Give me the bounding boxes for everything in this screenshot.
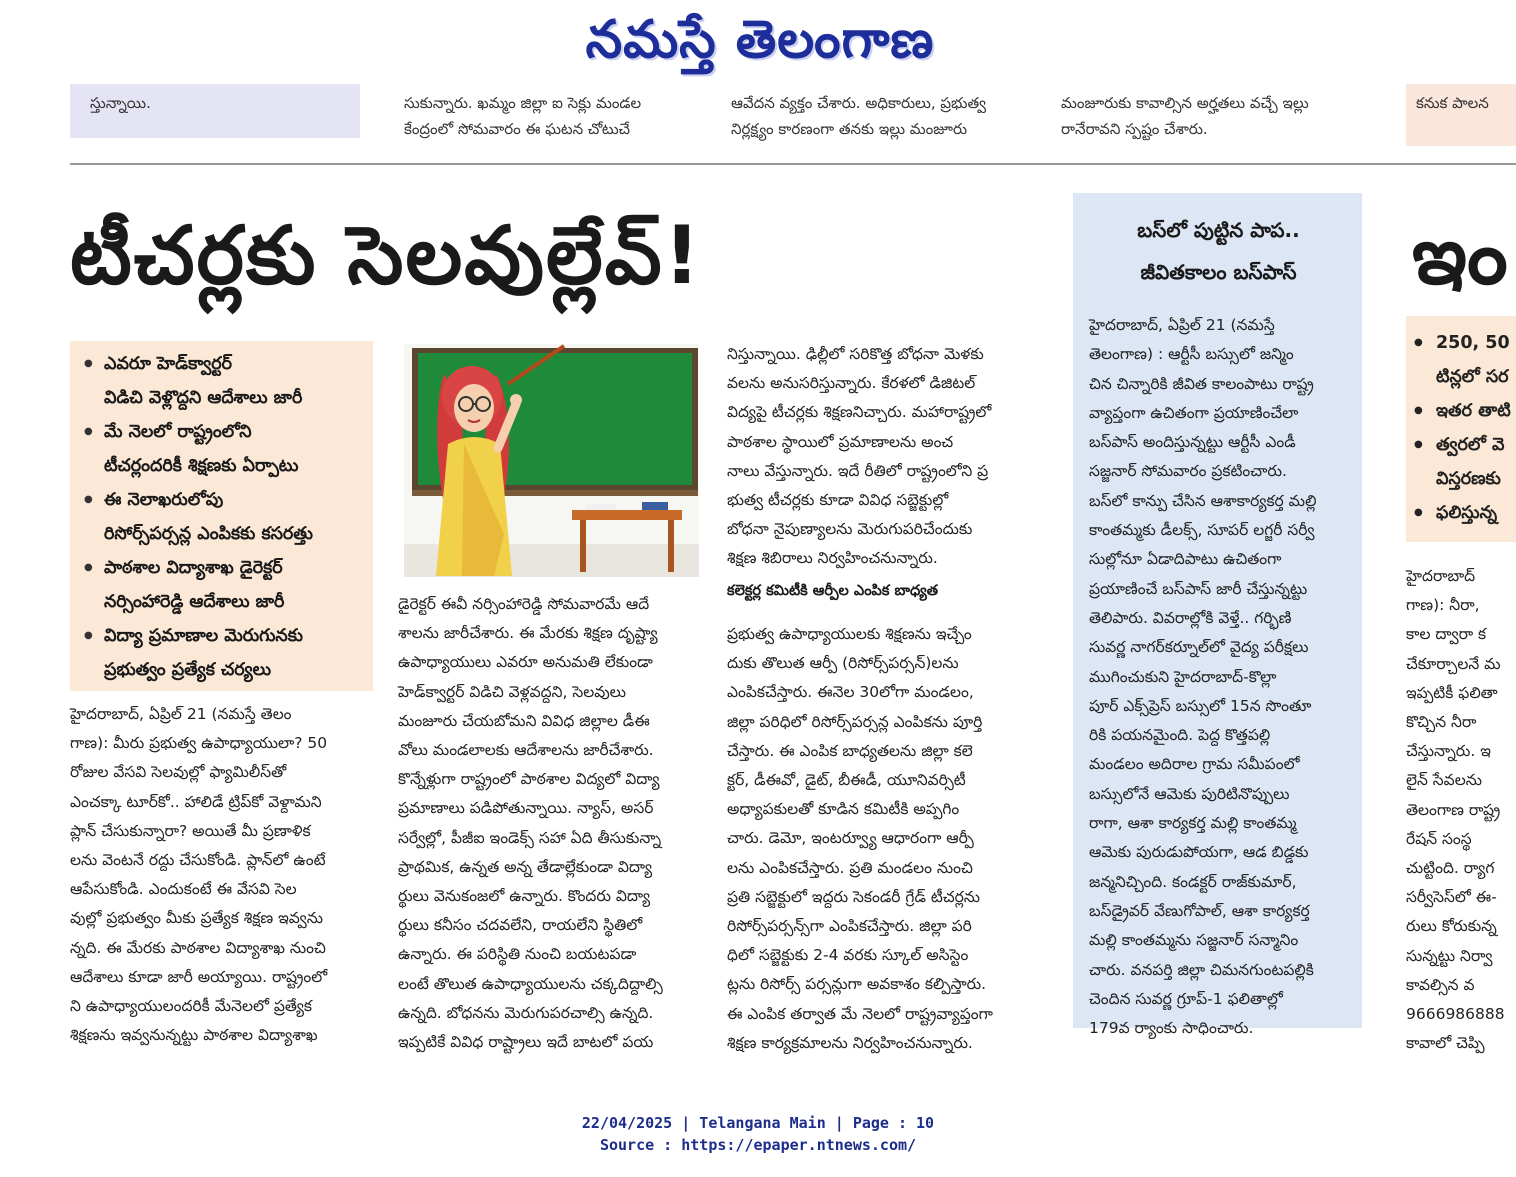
text-line: లను ఎంపికచేస్తారు. ప్రతి మండలం నుంచి <box>727 858 973 877</box>
text-line: హైదరాబాద్ <box>1406 567 1476 585</box>
right-highlight-line: ● ఫలిస్తున్న <box>1414 496 1516 530</box>
text-line: ర్థులు వెనుకంజలో ఉన్నారు. కొందరు విద్యా <box>398 887 651 906</box>
text-line: మంజూరుకు కావాల్సిన అర్హతలు వచ్చే ఇల్లు <box>1061 94 1309 112</box>
text-line: రేషన్ సంస్థ <box>1406 829 1472 848</box>
text-line: తెలంగాణ) : ఆర్టీసీ బస్సులో జన్మిం <box>1089 345 1294 364</box>
text-line: బస్‌డ్రైవర్ వేణుగోపాల్, ఆశా కార్యకర్త <box>1089 901 1310 920</box>
text-line: తెలంగాణ రాష్ట్ర <box>1406 800 1501 819</box>
text-line: కొచ్చిన నీరా <box>1406 713 1477 732</box>
text-line: డైరెక్టర్ ఈవీ నర్సింహారెడ్డి సోమవారమే ఆదే <box>398 595 650 613</box>
text-line: జిల్లా పరిధిలో రిసోర్స్‌పర్సన్ల ఎంపికను పూర్తి <box>727 712 983 731</box>
right-highlight-line: ● 250, 50 <box>1414 326 1516 360</box>
text-line: ఆమెకు పురుడుపోయగా, ఆడ బిడ్డకు <box>1089 843 1309 862</box>
text-line: ఉన్నారు. ఈ పరిస్థితి నుంచి బయటపడా <box>398 945 637 964</box>
text-line: ఉన్నది. బోధనను మెరుగుపరచాల్సి ఉన్నది. <box>398 1003 654 1022</box>
text-line: శాలను జారీచేశారు. ఈ మేరకు శిక్షణ దృష్ట్యా <box>398 624 658 643</box>
highlight-item <box>84 415 367 483</box>
right-article-body <box>1406 562 1516 1053</box>
text-line: ఆవేదన వ్యక్తం చేశారు. అధికారులు, ప్రభుత్వ <box>731 94 986 112</box>
footer-date-edition-page: 22/04/2025 | Telangana Main | Page : 10 <box>581 1114 935 1132</box>
text-line: సర్వీసెస్‌లో ఈ- <box>1406 888 1497 907</box>
top-strip-col1 <box>90 90 350 116</box>
text-line: ర్థులు కనీసం చదవలేని, రాయలేని స్థితిలో <box>398 916 643 935</box>
right-article-highlights <box>1406 316 1516 542</box>
text-line: శిక్షణ శిబిరాలు నిర్వహించనున్నారు. <box>727 549 938 568</box>
text-line: చిన చిన్నారికి జీవిత కాలంపాటు రాష్ట్ర <box>1089 374 1314 393</box>
text-line: చేస్తారు. ఈ ఎంపిక బాధ్యతలను జిల్లా కలె <box>727 741 973 760</box>
text-line: సుకున్నారు. ఖమ్మం జిల్లా ఐ సెక్లు మండల <box>404 94 642 112</box>
highlight-item <box>84 347 367 415</box>
right-highlight-line: ● త్వరలో వె <box>1414 428 1516 462</box>
right-highlight-line: ● ఇతర తాటి <box>1414 394 1516 428</box>
text-line: చుట్టింది. ర్యాగ <box>1406 859 1495 878</box>
text-line: ప్రమాణాలు పడిపోతున్నాయి. న్యాస్, అసర్ <box>398 799 654 818</box>
text-line: కావాలో చెప్పి <box>1406 1034 1485 1053</box>
highlight-line: ● ఈ నెలాఖరులోపు <box>104 490 224 510</box>
page-footer <box>0 1112 1516 1156</box>
text-line: జన్మనిచ్చింది. కండక్టర్ రాజ్‌కుమార్, <box>1089 872 1297 891</box>
text-line: లంటే తొలుత ఉపాధ్యాయులను చక్కదిద్దాల్సి <box>398 974 663 993</box>
text-line: రికి పయనమైంది. పెద్ద కొత్తపల్లి <box>1089 726 1271 745</box>
text-line: బోధనా నైపుణ్యాలను మెరుగుపరిచేందుకు <box>727 520 973 539</box>
text-line: పూర్ ఎక్స్‌ప్రెస్ బస్సులో 15న సొంతూ <box>1089 696 1312 715</box>
text-line: ఆదేశాలు కూడా జారీ అయ్యాయి. రాష్ట్రంలో <box>70 967 328 986</box>
text-line: తెలిపారు. వివరాల్లోకి వెళ్తే.. గర్భిణి <box>1089 608 1292 627</box>
text-line: న్నది. ఈ మేరకు పాఠశాల విద్యాశాఖ నుంచి <box>70 938 326 957</box>
article-column-2 <box>398 590 703 1057</box>
text-line: ఆపేసుకోండి. ఎందుకంటే ఈ వేసవి సెల <box>70 880 297 899</box>
highlight-line: ● పాఠశాల విద్యాశాఖ డైరెక్టర్ <box>104 558 283 578</box>
text-line: అధ్యాపకులతో కూడిన కమిటీకి అప్పగిం <box>727 800 960 819</box>
text-line: రులు కోరుకున్న <box>1406 917 1497 936</box>
text-line: ధిలో సబ్జెక్టుకు 2-4 వరకు స్కూల్ అసిస్టెం <box>727 946 969 965</box>
text-line: నిస్తున్నాయి. ఢిల్లీలో సరికొత్త బోధనా మెళకు <box>727 345 984 363</box>
sidebar-title-line1: బస్‌లో పుట్టిన పాప.. <box>1137 218 1300 242</box>
text-line: బస్‌లో కాన్పు చేసిన ఆశాకార్యకర్త మల్లి <box>1089 491 1317 510</box>
text-line: లైన్ సేవలను <box>1406 771 1482 790</box>
top-strip-col4 <box>1061 90 1361 142</box>
sidebar-title-line2: జీవితకాలం బస్‌పాస్ <box>1140 260 1297 284</box>
text-line: సర్వేల్లో, పీజీఐ ఇండెక్స్ సహా ఏది తీసుకున్నా <box>398 828 662 847</box>
article-column-3-part-a <box>727 340 1032 574</box>
highlight-line: ● విద్యా ప్రమాణాల మెరుగునకు <box>104 626 303 646</box>
highlight-line: ● మే నెలలో రాష్ట్రంలోని <box>104 422 252 442</box>
text-line: రోజుల వేసవి సెలవుల్లో ఫ్యామిలీస్‌తో <box>70 763 287 782</box>
text-line: రానేరావని స్పష్టం చేశారు. <box>1061 120 1208 138</box>
text-line: మంజూరు చేయబోమని వివిధ జిల్లాల డీఈ <box>398 711 650 730</box>
text-line: ని ఉపాధ్యాయులందరికీ మేనెలలో ప్రత్యేక <box>70 997 313 1016</box>
right-highlight-line: విస్తరణకు <box>1436 469 1501 489</box>
text-line: ఎంపికచేస్తారు. ఈనెల 30లోగా మండలం, <box>727 683 974 702</box>
text-line: వోలు మండలాలకు ఆదేశాలను జారీచేశారు. <box>398 741 654 760</box>
article-highlights-box <box>70 341 373 691</box>
text-line: ఈ ఎంపిక తర్వాత మే నెలలో రాష్ట్రవ్యాప్తంగా <box>727 1004 993 1023</box>
text-line: ముగించుకుని హైదరాబాద్-కొల్లా <box>1089 667 1277 686</box>
highlight-line: ● ఎవరూ హెడ్‌క్వార్టర్ <box>104 354 233 374</box>
text-line: వ్యాప్తంగా ఉచితంగా ప్రయాణించేలా <box>1089 403 1299 422</box>
text-line: భుత్వ టీచర్లకు కూడా వివిధ సబ్జెక్టుల్లో <box>727 491 949 510</box>
text-line: కేంద్రంలో సోమవారం ఈ ఘటన చోటుచే <box>404 120 631 138</box>
text-line: స్తున్నాయి. <box>90 94 151 112</box>
sidebar-story-box <box>1073 193 1362 1038</box>
text-line: సజ్జనార్ సోమవారం ప్రకటించారు. <box>1089 462 1287 481</box>
text-line: శిక్షణ కార్యక్రమాలను నిర్వహించనున్నారు. <box>727 1033 973 1052</box>
text-line: చారు. డెమో, ఇంటర్వ్యూ ఆధారంగా ఆర్పీ <box>727 829 974 848</box>
text-line: గాణ): నీరా, <box>1406 596 1480 615</box>
text-line: మల్లి కాంతమ్మను సజ్జనార్ సన్మానిం <box>1089 931 1299 950</box>
text-line: వలను అనుసరిస్తున్నారు. కేరళలో డిజిటల్ <box>727 374 976 393</box>
text-line: చేస్తున్నారు. ఇ <box>1406 742 1491 761</box>
text-line: రిసోర్స్‌పర్సన్స్‌గా ఎంపికచేస్తారు. జిల్లా పరి <box>727 917 972 936</box>
article-column-1 <box>70 700 373 1050</box>
text-line: సుల్లోనూ ఏడాదిపాటు ఉచితంగా <box>1089 550 1282 569</box>
right-article-headline: ఇం <box>1412 209 1508 302</box>
teacher-illustration <box>404 344 699 577</box>
text-line: నిర్లక్ష్యం కారణంగా తనకు ఇల్లు మంజూరు <box>731 120 968 138</box>
article-subheading: కలెక్టర్ల కమిటీకి ఆర్పీల ఎంపిక బాధ్యత <box>727 583 939 599</box>
text-line: రాగా, ఆశా కార్యకర్త మల్లి కాంతమ్మ <box>1089 814 1297 833</box>
text-line: కాంతమ్మకు డీలక్స్, సూపర్ లగ్జరీ సర్వీ <box>1089 521 1315 540</box>
text-line: బస్సులోనే ఆమెకు పురిటినొప్పులు <box>1089 784 1290 803</box>
newspaper-masthead: నమస్తే తెలంగాణ <box>585 9 935 70</box>
text-line: చేకూర్చాలనే మ <box>1406 654 1501 673</box>
text-line: హైదరాబాద్, ఏప్రిల్ 21 (నమస్తే <box>1089 316 1275 334</box>
article-headline: టీచర్లకు సెలవుల్లేవ్! <box>70 209 703 302</box>
text-line: కనుక పాలన <box>1416 94 1489 112</box>
highlight-item <box>84 619 367 687</box>
text-line: ట్లను రిసోర్స్ పర్సన్లుగా అవకాశం కల్పిస్తారు. <box>727 975 987 994</box>
highlight-line: టీచర్లందరికీ శిక్షణకు ఏర్పాటు <box>104 456 299 476</box>
text-line: సువర్ణ నాగర్‌కర్నూల్‌లో వైద్య పరీక్షలు <box>1089 638 1309 657</box>
text-line: గాణ): మీరు ప్రభుత్వ ఉపాధ్యాయులా? 50 <box>70 734 328 753</box>
text-line: నాలు వేస్తున్నారు. ఇదే రీతిలో రాష్ట్రంలోని ప్ర <box>727 461 989 480</box>
text-line: ప్రభుత్వ ఉపాధ్యాయులకు శిక్షణను ఇచ్చేం <box>727 625 972 643</box>
text-line: చెందిన సువర్ణ గ్రూప్-1 ఫలితాల్లో <box>1089 989 1283 1008</box>
text-line: ఎంచక్కా టూర్‌కో.. హాలిడే ట్రిప్‌కో వెళ్దామని <box>70 792 322 811</box>
sidebar-body <box>1089 311 1348 1043</box>
text-line: ప్రతి సబ్జెక్టులో ఇద్దరు సెకండరీ గ్రేడ్ టీచర్లను <box>727 887 981 906</box>
text-line: సున్నట్టు నిర్వా <box>1406 946 1493 965</box>
highlight-line: విడిచి వెళ్లొద్దని ఆదేశాలు జారీ <box>104 388 303 408</box>
text-line: శిక్షణను ఇవ్వనున్నట్టు పాఠశాల విద్యాశాఖ <box>70 1026 318 1045</box>
highlight-item <box>84 551 367 619</box>
text-line: కావల్సిన వ <box>1406 975 1475 994</box>
text-line: కొన్నేళ్లుగా రాష్ట్రంలో పాఠశాల విద్యలో విద్యా <box>398 770 660 789</box>
text-line: పాఠశాల స్థాయిలో ప్రమాణాలను అంచ <box>727 432 954 451</box>
text-line: కాల ద్వారా క <box>1406 625 1487 644</box>
text-line: 179వ ర్యాంకు సాధించారు. <box>1089 1019 1254 1038</box>
top-strip-col2 <box>404 90 704 142</box>
right-highlight-line: టిన్లలో సర <box>1436 367 1509 387</box>
highlight-line: నర్సింహారెడ్డి ఆదేశాలు జారీ <box>104 592 285 612</box>
text-line: హైదరాబాద్, ఏప్రిల్ 21 (నమస్తే తెలం <box>70 705 292 723</box>
text-line: క్టర్, డీఈవో, డైట్, బీఈడీ, యూనివర్సిటీ <box>727 771 966 790</box>
text-line: మండలం అదిరాల గ్రామ సమీపంలో <box>1089 755 1300 774</box>
text-line: చారు. వనపర్తి జిల్లా చిమనగుంటపల్లికి <box>1089 960 1314 979</box>
highlight-item <box>84 483 367 551</box>
section-divider <box>70 163 1516 165</box>
text-line: లను వెంటనే రద్దు చేసుకోండి. ప్లాన్‌లో ఉంటే <box>70 851 326 870</box>
text-line: బస్‌పాస్ అందిస్తున్నట్టు ఆర్టీసీ ఎండీ <box>1089 433 1296 452</box>
highlights-list <box>84 347 367 687</box>
text-line: ఉపాధ్యాయులు ఎవరూ అనుమతి లేకుండా <box>398 653 653 672</box>
text-line: దుకు తొలుత ఆర్పీ (రిసోర్స్‌పర్సన్)లను <box>727 654 959 673</box>
text-line: 9666986888 <box>1406 1005 1505 1024</box>
top-strip-col5 <box>1416 90 1516 116</box>
text-line: ఇప్పటికే వివిధ రాష్ట్రాలు ఇదే బాటలో పయ <box>398 1033 654 1052</box>
text-line: ప్లాన్ చేసుకున్నారా? అయితే మీ ప్రణాళిక <box>70 821 311 840</box>
top-strip-col3 <box>731 90 1031 142</box>
right-highlights-list <box>1414 326 1516 530</box>
article-column-3-part-b <box>727 620 1032 1058</box>
text-line: వుల్లో ప్రభుత్వం మీకు ప్రత్యేక శిక్షణ ఇవ్వను <box>70 909 323 928</box>
highlight-line: రిసోర్స్‌పర్సన్ల ఎంపికకు కసరత్తు <box>104 524 313 544</box>
text-line: హెడ్‌క్వార్టర్ విడిచి వెళ్లవద్దని, సెలవులు <box>398 682 627 701</box>
highlight-line: ప్రభుత్వం ప్రత్యేక చర్యలు <box>104 660 272 680</box>
text-line: విద్యపై టీచర్లకు శిక్షణనిచ్చారు. మహారాష్ట్రలో <box>727 403 992 422</box>
text-line: ఇప్పటికీ ఫలితా <box>1406 683 1498 702</box>
text-line: ప్రయాణించే బస్‌పాస్ జారీ చేస్తున్నట్టు <box>1089 579 1308 598</box>
text-line: ప్రాథమిక, ఉన్నత అన్న తేడాల్లేకుండా విద్యా <box>398 857 653 876</box>
footer-source-url[interactable]: Source : https://epaper.ntnews.com/ <box>599 1136 917 1154</box>
teacher-at-blackboard-image <box>404 344 699 577</box>
